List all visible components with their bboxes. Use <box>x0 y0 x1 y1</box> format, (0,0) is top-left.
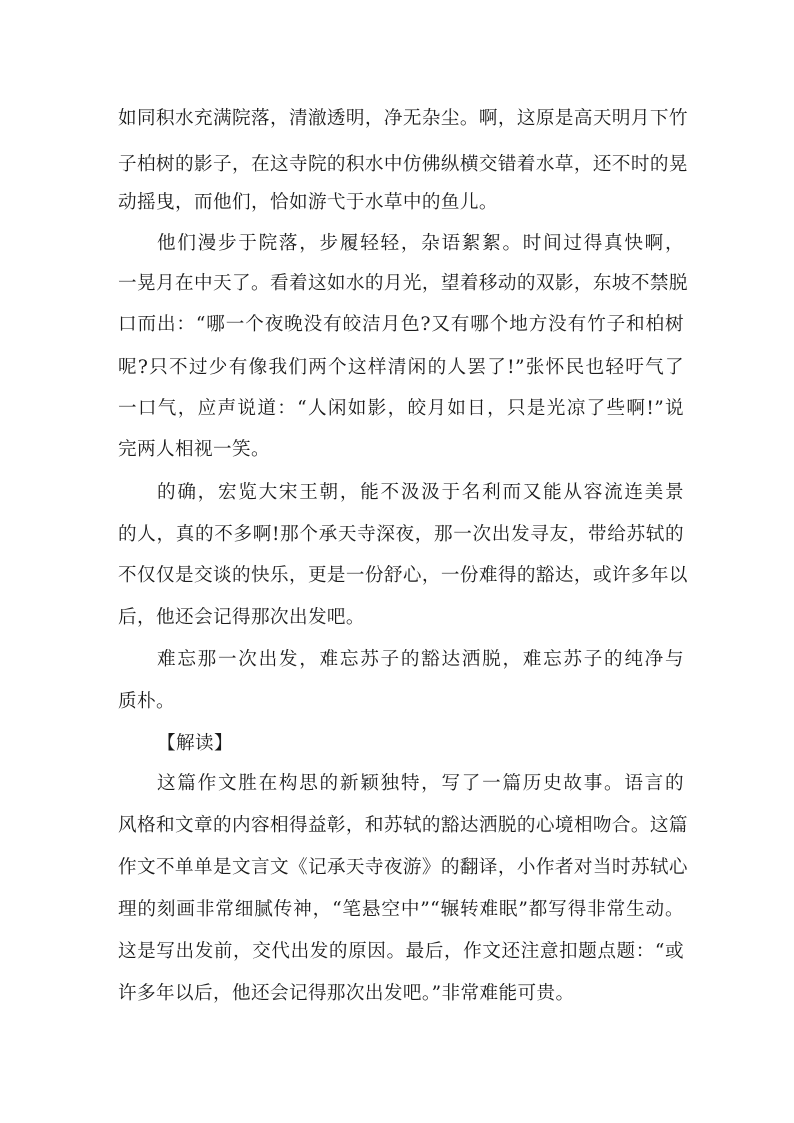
text-line: 难忘那一次出发，难忘苏子的豁达洒脱，难忘苏子的纯净与 <box>157 649 684 670</box>
text-line: 如同积水充满院落，清澈透明，净无杂尘。啊，这原是高天明月下竹 <box>118 108 688 129</box>
text-line: 动摇曳，而他们，恰如游弋于水草中的鱼儿。 <box>118 192 498 213</box>
text-line: 许多年以后，他还会记得那次出发吧。”非常难能可贵。 <box>118 983 575 1004</box>
text-line: 这篇作文胜在构思的新颖独特，写了一篇历史故事。语言的 <box>157 773 684 794</box>
text-line: 呢?只不过少有像我们两个这样清闲的人罢了!”张怀民也轻吁气了 <box>118 357 684 378</box>
text-line: 子柏树的影子，在这寺院的积水中仿佛纵横交错着水草，还不时的晃 <box>118 154 688 175</box>
text-line: 质朴。 <box>118 691 175 712</box>
text-line: 的人，真的不多啊!那个承天寺深夜，那一次出发寻友，带给苏轼的 <box>118 524 684 545</box>
text-line: 这是写出发前，交代出发的原因。最后，作文还注意扣题点题：“或 <box>118 941 684 962</box>
text-line: 理的刻画非常细腻传神，“笔悬空中”“辗转难眠”都写得非常生动。 <box>118 899 684 920</box>
text-line: 作文不单单是文言文《记承天寺夜游》的翻译，小作者对当时苏轼心 <box>118 857 688 878</box>
text-line: 的确，宏览大宋王朝，能不汲汲于名利而又能从容流连美景 <box>157 482 684 503</box>
text-line: 完两人相视一笑。 <box>118 439 270 460</box>
text-line: 不仅仅是交谈的快乐，更是一份舒心，一份难得的豁达，或许多年以 <box>118 565 688 586</box>
text-line: 他们漫步于院落，步履轻轻，杂语絮絮。时间过得真快啊， <box>157 233 684 254</box>
section-heading: 【解读】 <box>157 733 233 754</box>
text-line: 风格和文章的内容相得益彰，和苏轼的豁达洒脱的心境相吻合。这篇 <box>118 815 688 836</box>
text-line: 一口气，应声说道：“人闲如影，皎月如日，只是光凉了些啊!”说 <box>118 398 684 419</box>
text-line: 后，他还会记得那次出发吧。 <box>118 607 365 628</box>
text-line: 口而出：“哪一个夜晚没有皎洁月色?又有哪个地方没有竹子和柏树 <box>118 314 684 335</box>
text-line: 一晃月在中天了。看着这如水的月光，望着移动的双影，东坡不禁脱 <box>118 273 688 294</box>
